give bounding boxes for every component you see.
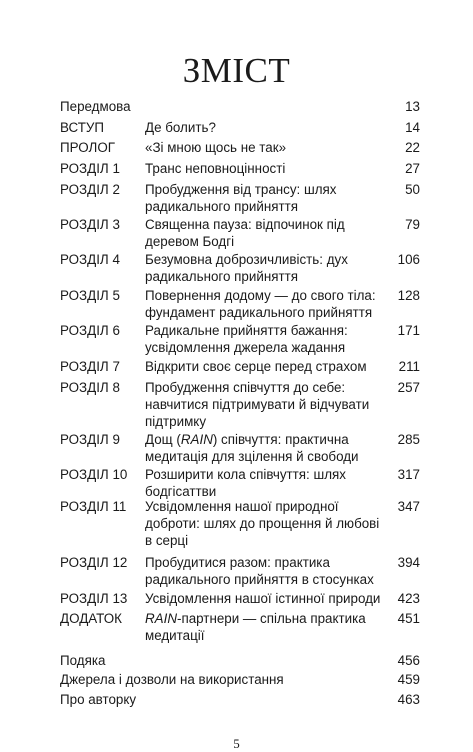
toc-entry-page: 14 <box>405 120 420 135</box>
toc-entry-page: 106 <box>397 252 420 267</box>
toc-entry-title <box>145 181 385 215</box>
toc-entry-title-line: Безумовна доброзичливість: дух <box>145 252 348 267</box>
toc-entry-title-line: Пробудження співчуття до себе: <box>145 380 346 395</box>
toc-entry-title <box>145 119 385 136</box>
page-number: 5 <box>233 736 240 751</box>
toc-entry-page: 394 <box>397 555 420 570</box>
toc-entry-label: РОЗДІЛ 5 <box>60 288 120 303</box>
toc-entry-page: 50 <box>405 182 420 197</box>
toc-entry-title-line: Пробудження від трансу: шлях <box>145 182 337 197</box>
toc-entry-title <box>145 498 385 549</box>
toc-entry-label: РОЗДІЛ 7 <box>60 359 120 374</box>
toc-entry-label: РОЗДІЛ 9 <box>60 432 120 447</box>
toc-entry-title-line: Де болить? <box>145 120 216 135</box>
toc-entry-title-line: доброти: шлях до прощення й любові <box>145 516 380 531</box>
toc-entry-title <box>145 287 385 321</box>
toc-entry-label: Передмова <box>60 99 131 114</box>
toc-entry-label: РОЗДІЛ 2 <box>60 182 120 197</box>
toc-entry-title-line: радикального прийняття <box>145 269 298 284</box>
toc-entry-title-line: радикального прийняття в стосунках <box>145 572 374 587</box>
toc-entry-title-line: Усвідомлення нашої природної <box>145 499 339 514</box>
toc-entry-label: Про авторку <box>60 692 137 707</box>
toc-entry-title <box>145 322 385 356</box>
toc-entry-title <box>145 590 385 607</box>
toc-entry-page: 423 <box>397 591 420 606</box>
toc-entry-page: 79 <box>405 217 420 232</box>
toc-entry-label: РОЗДІЛ 3 <box>60 217 120 232</box>
toc-entry-title-line: Розширити кола співчуття: шлях <box>145 467 346 482</box>
toc-entry-title-line: фундамент радикального прийняття <box>145 305 373 320</box>
toc-entry-title <box>145 216 385 250</box>
toc-entry-title <box>145 431 385 465</box>
toc-entry-page: 211 <box>398 359 420 374</box>
toc-entry-page: 257 <box>397 380 420 395</box>
toc-entry-page: 128 <box>397 288 420 303</box>
toc-entry-label: РОЗДІЛ 12 <box>60 555 128 570</box>
toc-entry-title-line: бодгісаттви <box>145 484 217 499</box>
toc-entry-title-line: усвідомлення джерела жадання <box>145 340 346 355</box>
toc-entry-page: 463 <box>397 692 420 707</box>
toc-entry-title-line: Священна пауза: відпочинок під <box>145 217 345 232</box>
toc-entry-title <box>145 610 385 644</box>
toc-entry-title-line: медитація для зцілення й свободи <box>145 449 359 464</box>
toc-entry-page: 22 <box>405 140 420 155</box>
toc-entry-page: 451 <box>397 611 420 626</box>
toc-entry-title-line: «Зі мною щось не так» <box>145 140 287 155</box>
toc-entry-title-line: Дощ (RAIN) співчуття: практична <box>145 432 349 447</box>
toc-entry-title <box>145 379 385 430</box>
toc-entry-label: ДОДАТОК <box>60 611 122 626</box>
toc-entry-label: ВСТУП <box>60 120 105 135</box>
toc-entry-label: РОЗДІЛ 13 <box>60 591 128 606</box>
toc-entry-title <box>145 160 385 177</box>
toc-entry-title-line: Усвідомлення нашої істинної природи <box>145 591 381 606</box>
toc-entry-label: Подяка <box>60 653 106 668</box>
toc-entry-title-line: підтримку <box>145 414 207 429</box>
toc-entry-label: РОЗДІЛ 10 <box>60 467 128 482</box>
toc-entry-title-line: Відкрити своє серце перед страхом <box>145 359 367 374</box>
toc-entry-page: 456 <box>397 653 420 668</box>
toc-entry-title <box>145 466 385 500</box>
toc-entry-label: РОЗДІЛ 8 <box>60 380 120 395</box>
toc-entry-label: РОЗДІЛ 4 <box>60 252 120 267</box>
toc-entry-title <box>145 358 385 375</box>
toc-entry-title-line: медитації <box>145 628 205 643</box>
toc-entry-title-line: в серці <box>145 533 189 548</box>
toc-entry-title-line: радикального прийняття <box>145 199 298 214</box>
toc-entry-label: РОЗДІЛ 11 <box>60 499 127 514</box>
toc-entry-page: 459 <box>397 672 420 687</box>
toc-entry-title-line: Радикальне прийняття бажання: <box>145 323 348 338</box>
toc-entry-title-line: деревом Бодгі <box>145 234 235 249</box>
toc-entry-page: 317 <box>397 467 420 482</box>
toc-entry-page: 171 <box>397 323 420 338</box>
toc-entry-page: 27 <box>405 161 420 176</box>
toc-entry-title-line: Повернення додому — до свого тіла: <box>145 288 376 303</box>
toc-entry-title <box>145 251 385 285</box>
toc-entry-page: 13 <box>405 99 420 114</box>
toc-entry-label: Джерела і дозволи на використання <box>60 672 284 687</box>
toc-entry-page: 285 <box>397 432 420 447</box>
toc-entry-title-line: навчитися підтримувати й відчувати <box>145 397 370 412</box>
toc-entry-label: ПРОЛОГ <box>60 140 115 155</box>
toc-entry-label: РОЗДІЛ 1 <box>60 161 120 176</box>
page-title: ЗМІСТ <box>182 51 291 91</box>
toc-entry-title-line: Пробудитися разом: практика <box>145 555 330 570</box>
toc-entry-label: РОЗДІЛ 6 <box>60 323 120 338</box>
toc-entry-page: 347 <box>397 499 420 514</box>
toc-entry-title-line: RAIN-партнери — спільна практика <box>145 611 366 626</box>
toc-entry-title-line: Транс неповноцінності <box>145 161 286 176</box>
toc-entry-title <box>145 554 385 588</box>
toc-entry-title <box>145 139 385 156</box>
